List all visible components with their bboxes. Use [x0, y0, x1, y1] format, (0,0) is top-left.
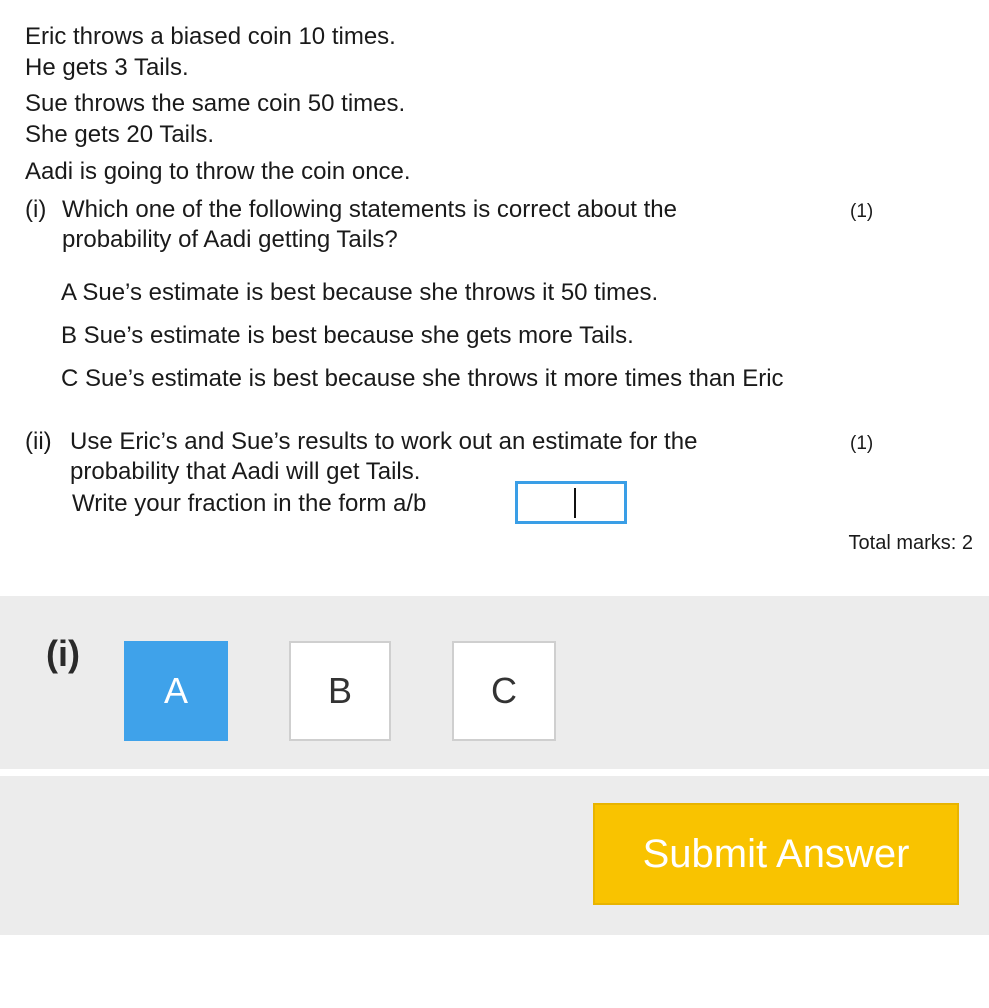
choice-button-b[interactable]: B — [289, 641, 391, 741]
part-i-label: (i) — [25, 196, 47, 223]
question-line-4: She gets 20 Tails. — [25, 121, 215, 148]
submit-answer-button[interactable]: Submit Answer — [593, 803, 959, 905]
option-statement-c: C Sue’s estimate is best because she throws it more times than Eric — [61, 365, 784, 392]
question-line-2: He gets 3 Tails. — [25, 54, 189, 81]
text-caret — [574, 488, 576, 518]
question-line-3: Sue throws the same coin 50 times. — [25, 90, 406, 117]
total-marks: Total marks: 2 — [848, 532, 973, 554]
question-line-1: Eric throws a biased coin 10 times. — [25, 23, 396, 50]
part-i-text-1: Which one of the following statements is correct about the — [62, 196, 677, 223]
part-ii-marks: (1) — [850, 433, 874, 454]
part-ii-text-3: Write your fraction in the form a/b — [72, 490, 427, 517]
question-line-5: Aadi is going to throw the coin once. — [25, 158, 411, 185]
choice-part-label: (i) — [46, 633, 80, 674]
fraction-answer-field[interactable] — [515, 481, 627, 524]
choice-button-c[interactable]: C — [452, 641, 556, 741]
part-i-marks: (1) — [850, 201, 874, 222]
choice-button-a[interactable]: A — [124, 641, 228, 741]
part-ii-label: (ii) — [25, 428, 52, 455]
part-i-text-2: probability of Aadi getting Tails? — [62, 226, 398, 253]
fraction-answer-input[interactable] — [518, 484, 624, 521]
part-ii-text-2: probability that Aadi will get Tails. — [70, 458, 421, 485]
option-statement-b: B Sue’s estimate is best because she gets more Tails. — [61, 322, 634, 349]
option-statement-a: A Sue’s estimate is best because she throws it 50 times. — [61, 279, 659, 306]
part-ii-text-1: Use Eric’s and Sue’s results to work out an estimate for the — [70, 428, 698, 455]
